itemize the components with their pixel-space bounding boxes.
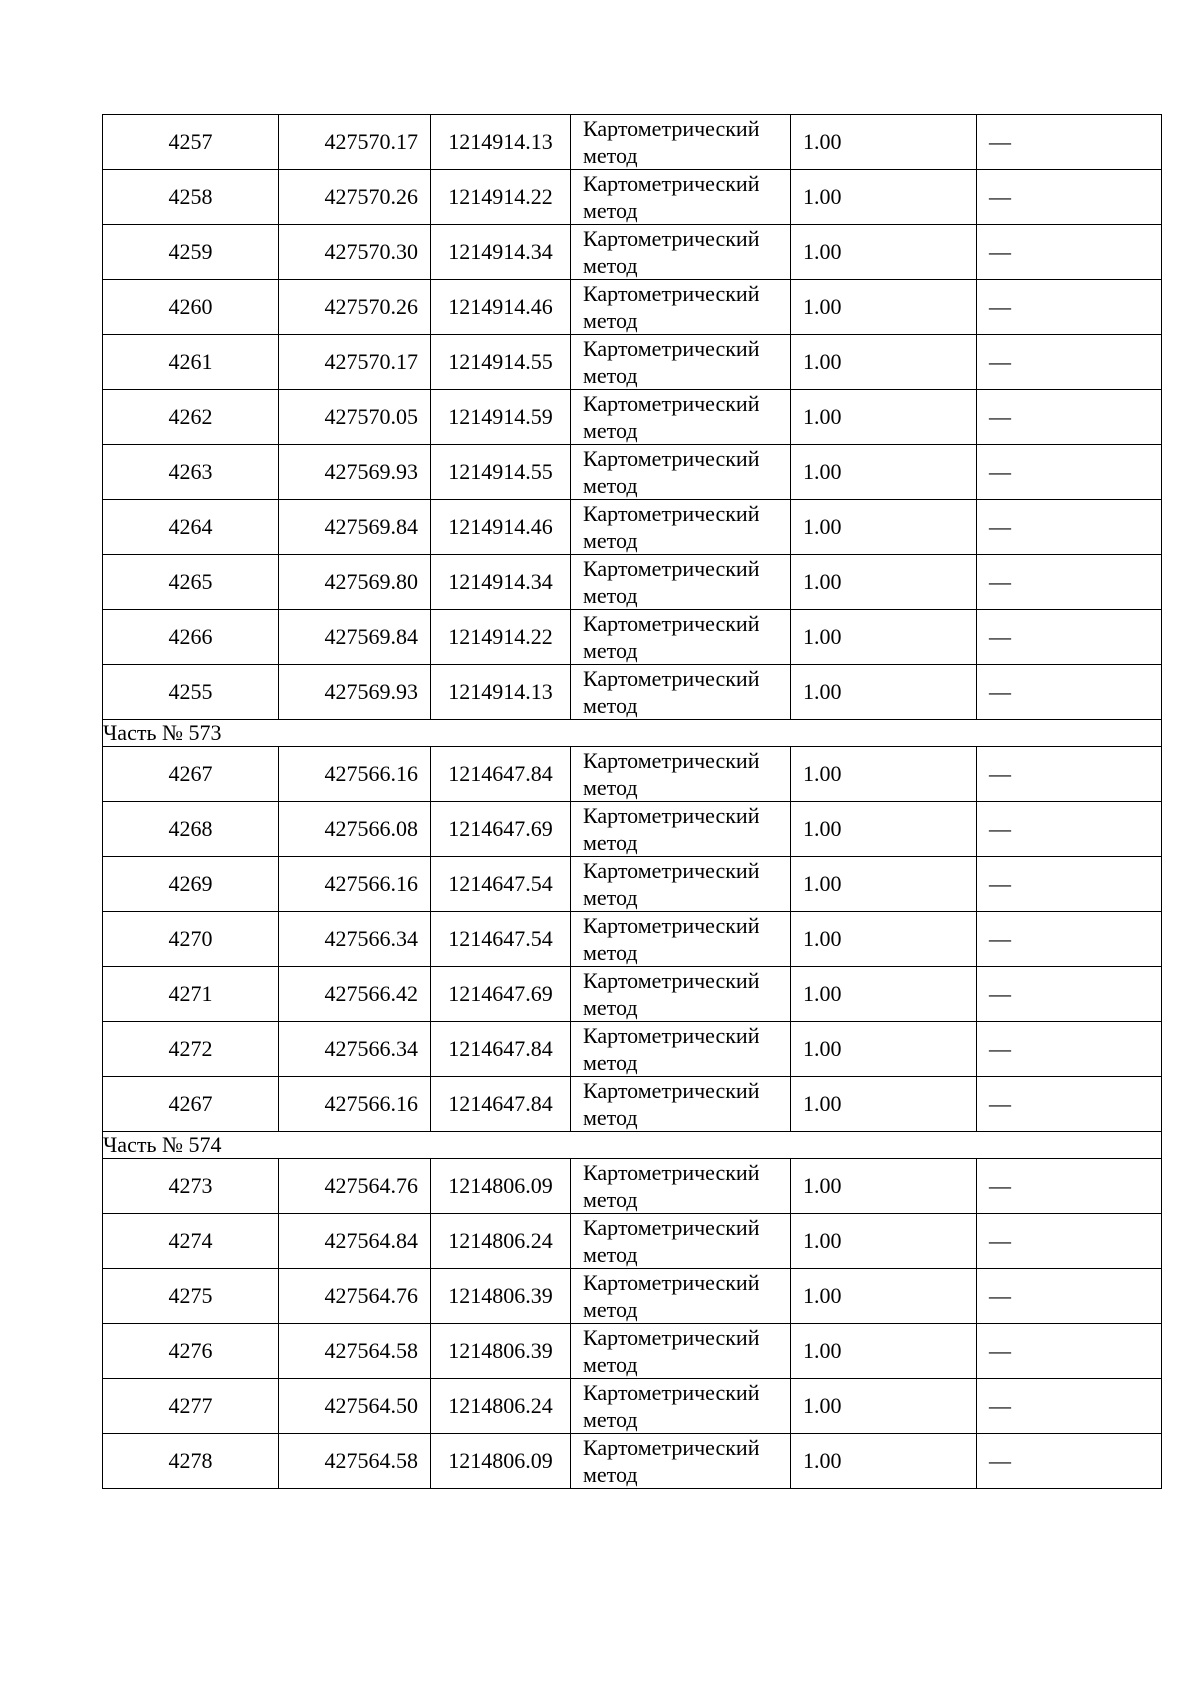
table-row — [103, 1434, 1162, 1489]
method-line: Картометрический — [583, 858, 760, 883]
method-line: Картометрический — [583, 1023, 760, 1048]
section-row — [103, 1132, 1162, 1159]
method-line: метод — [583, 198, 638, 223]
method-line: Картометрический — [583, 336, 760, 361]
point-number-cell: 4273 — [103, 1159, 279, 1214]
table-row — [103, 1159, 1162, 1214]
y-coordinate-cell: 1214806.24 — [431, 1379, 571, 1434]
method-line: Картометрический — [583, 116, 760, 141]
precision-cell: 1.00 — [791, 500, 977, 555]
method-line: Картометрический — [583, 171, 760, 196]
y-coordinate-cell: 1214914.46 — [431, 500, 571, 555]
point-number-cell: 4267 — [103, 1077, 279, 1132]
y-coordinate-cell: 1214914.13 — [431, 115, 571, 170]
method-cell — [571, 225, 791, 280]
method-line: Картометрический — [583, 611, 760, 636]
x-coordinate-cell: 427570.05 — [279, 390, 431, 445]
method-line: Картометрический — [583, 1270, 760, 1295]
description-cell: — — [977, 445, 1162, 500]
point-number-cell: 4258 — [103, 170, 279, 225]
table-row — [103, 445, 1162, 500]
y-coordinate-cell: 1214806.09 — [431, 1434, 571, 1489]
precision-cell: 1.00 — [791, 802, 977, 857]
point-number-cell: 4278 — [103, 1434, 279, 1489]
table-row — [103, 1379, 1162, 1434]
precision-cell: 1.00 — [791, 335, 977, 390]
precision-cell: 1.00 — [791, 1434, 977, 1489]
x-coordinate-cell: 427570.17 — [279, 115, 431, 170]
method-line: метод — [583, 1352, 638, 1377]
point-number-cell: 4264 — [103, 500, 279, 555]
method-cell — [571, 1077, 791, 1132]
method-line: Картометрический — [583, 968, 760, 993]
x-coordinate-cell: 427569.93 — [279, 665, 431, 720]
table-row — [103, 912, 1162, 967]
x-coordinate-cell: 427564.58 — [279, 1324, 431, 1379]
table-row — [103, 1214, 1162, 1269]
y-coordinate-cell: 1214806.24 — [431, 1214, 571, 1269]
table-row — [103, 747, 1162, 802]
method-line: метод — [583, 693, 638, 718]
table-row — [103, 665, 1162, 720]
description-cell: — — [977, 1022, 1162, 1077]
method-line: метод — [583, 1105, 638, 1130]
x-coordinate-cell: 427566.34 — [279, 1022, 431, 1077]
x-coordinate-cell: 427564.76 — [279, 1269, 431, 1324]
method-cell — [571, 857, 791, 912]
method-cell — [571, 665, 791, 720]
description-cell: — — [977, 665, 1162, 720]
method-line: Картометрический — [583, 1380, 760, 1405]
table-row — [103, 857, 1162, 912]
method-cell — [571, 967, 791, 1022]
description-cell: — — [977, 500, 1162, 555]
method-cell — [571, 1379, 791, 1434]
y-coordinate-cell: 1214914.59 — [431, 390, 571, 445]
description-cell: — — [977, 1077, 1162, 1132]
method-line: Картометрический — [583, 803, 760, 828]
method-cell — [571, 1159, 791, 1214]
precision-cell: 1.00 — [791, 1022, 977, 1077]
method-line: Картометрический — [583, 1435, 760, 1460]
table-row — [103, 280, 1162, 335]
y-coordinate-cell: 1214806.39 — [431, 1324, 571, 1379]
method-line: Картометрический — [583, 446, 760, 471]
method-line: метод — [583, 830, 638, 855]
precision-cell: 1.00 — [791, 912, 977, 967]
precision-cell: 1.00 — [791, 225, 977, 280]
precision-cell: 1.00 — [791, 1214, 977, 1269]
table-row — [103, 802, 1162, 857]
table-row — [103, 967, 1162, 1022]
x-coordinate-cell: 427566.08 — [279, 802, 431, 857]
x-coordinate-cell: 427570.30 — [279, 225, 431, 280]
y-coordinate-cell: 1214914.46 — [431, 280, 571, 335]
x-coordinate-cell: 427570.26 — [279, 170, 431, 225]
method-cell — [571, 610, 791, 665]
precision-cell: 1.00 — [791, 857, 977, 912]
point-number-cell: 4261 — [103, 335, 279, 390]
method-cell — [571, 1214, 791, 1269]
precision-cell: 1.00 — [791, 967, 977, 1022]
y-coordinate-cell: 1214806.39 — [431, 1269, 571, 1324]
y-coordinate-cell: 1214914.22 — [431, 170, 571, 225]
method-line: метод — [583, 638, 638, 663]
method-line: метод — [583, 940, 638, 965]
coordinates-table — [102, 114, 1162, 1489]
method-cell — [571, 1022, 791, 1077]
section-row — [103, 720, 1162, 747]
section-label: Часть № 573 — [103, 720, 1162, 747]
y-coordinate-cell: 1214914.34 — [431, 225, 571, 280]
table-row — [103, 555, 1162, 610]
point-number-cell: 4260 — [103, 280, 279, 335]
precision-cell: 1.00 — [791, 445, 977, 500]
x-coordinate-cell: 427570.17 — [279, 335, 431, 390]
point-number-cell: 4271 — [103, 967, 279, 1022]
method-line: Картометрический — [583, 913, 760, 938]
x-coordinate-cell: 427566.42 — [279, 967, 431, 1022]
precision-cell: 1.00 — [791, 1379, 977, 1434]
description-cell: — — [977, 967, 1162, 1022]
method-cell — [571, 555, 791, 610]
method-line: Картометрический — [583, 1215, 760, 1240]
description-cell: — — [977, 1269, 1162, 1324]
precision-cell: 1.00 — [791, 170, 977, 225]
method-line: метод — [583, 308, 638, 333]
precision-cell: 1.00 — [791, 747, 977, 802]
y-coordinate-cell: 1214914.55 — [431, 335, 571, 390]
table-row — [103, 1324, 1162, 1379]
method-line: метод — [583, 1407, 638, 1432]
method-line: Картометрический — [583, 281, 760, 306]
x-coordinate-cell: 427569.80 — [279, 555, 431, 610]
y-coordinate-cell: 1214647.54 — [431, 912, 571, 967]
table-row — [103, 500, 1162, 555]
method-line: Картометрический — [583, 1160, 760, 1185]
method-cell — [571, 1324, 791, 1379]
point-number-cell: 4257 — [103, 115, 279, 170]
y-coordinate-cell: 1214914.13 — [431, 665, 571, 720]
description-cell: — — [977, 912, 1162, 967]
point-number-cell: 4259 — [103, 225, 279, 280]
x-coordinate-cell: 427564.84 — [279, 1214, 431, 1269]
table-row — [103, 335, 1162, 390]
method-cell — [571, 802, 791, 857]
x-coordinate-cell: 427569.84 — [279, 610, 431, 665]
method-cell — [571, 1434, 791, 1489]
method-line: метод — [583, 143, 638, 168]
description-cell: — — [977, 225, 1162, 280]
method-cell — [571, 170, 791, 225]
table-row — [103, 610, 1162, 665]
x-coordinate-cell: 427566.16 — [279, 747, 431, 802]
description-cell: — — [977, 280, 1162, 335]
point-number-cell: 4269 — [103, 857, 279, 912]
method-line: метод — [583, 1050, 638, 1075]
description-cell: — — [977, 115, 1162, 170]
table-row — [103, 1269, 1162, 1324]
method-cell — [571, 912, 791, 967]
table-row — [103, 115, 1162, 170]
point-number-cell: 4270 — [103, 912, 279, 967]
method-cell — [571, 390, 791, 445]
precision-cell: 1.00 — [791, 1269, 977, 1324]
method-line: Картометрический — [583, 556, 760, 581]
y-coordinate-cell: 1214914.22 — [431, 610, 571, 665]
method-line: Картометрический — [583, 1078, 760, 1103]
method-line: метод — [583, 1462, 638, 1487]
point-number-cell: 4266 — [103, 610, 279, 665]
precision-cell: 1.00 — [791, 1324, 977, 1379]
table-body — [103, 115, 1162, 1489]
precision-cell: 1.00 — [791, 555, 977, 610]
point-number-cell: 4276 — [103, 1324, 279, 1379]
point-number-cell: 4262 — [103, 390, 279, 445]
x-coordinate-cell: 427569.93 — [279, 445, 431, 500]
description-cell: — — [977, 747, 1162, 802]
description-cell: — — [977, 1324, 1162, 1379]
method-cell — [571, 747, 791, 802]
point-number-cell: 4267 — [103, 747, 279, 802]
description-cell: — — [977, 857, 1162, 912]
x-coordinate-cell: 427570.26 — [279, 280, 431, 335]
method-line: метод — [583, 528, 638, 553]
precision-cell: 1.00 — [791, 1077, 977, 1132]
y-coordinate-cell: 1214647.54 — [431, 857, 571, 912]
y-coordinate-cell: 1214647.84 — [431, 1022, 571, 1077]
method-cell — [571, 500, 791, 555]
method-line: Картометрический — [583, 666, 760, 691]
description-cell: — — [977, 610, 1162, 665]
point-number-cell: 4277 — [103, 1379, 279, 1434]
point-number-cell: 4274 — [103, 1214, 279, 1269]
precision-cell: 1.00 — [791, 1159, 977, 1214]
method-cell — [571, 1269, 791, 1324]
method-cell — [571, 445, 791, 500]
method-line: метод — [583, 1187, 638, 1212]
method-line: метод — [583, 995, 638, 1020]
y-coordinate-cell: 1214647.84 — [431, 747, 571, 802]
description-cell: — — [977, 1214, 1162, 1269]
description-cell: — — [977, 390, 1162, 445]
method-line: Картометрический — [583, 226, 760, 251]
method-line: Картометрический — [583, 1325, 760, 1350]
y-coordinate-cell: 1214914.55 — [431, 445, 571, 500]
method-line: метод — [583, 1297, 638, 1322]
method-line: Картометрический — [583, 501, 760, 526]
point-number-cell: 4255 — [103, 665, 279, 720]
table-row — [103, 225, 1162, 280]
point-number-cell: 4263 — [103, 445, 279, 500]
table-row — [103, 390, 1162, 445]
method-line: метод — [583, 1242, 638, 1267]
description-cell: — — [977, 1159, 1162, 1214]
y-coordinate-cell: 1214647.84 — [431, 1077, 571, 1132]
description-cell: — — [977, 555, 1162, 610]
precision-cell: 1.00 — [791, 390, 977, 445]
description-cell: — — [977, 1434, 1162, 1489]
method-cell — [571, 115, 791, 170]
point-number-cell: 4272 — [103, 1022, 279, 1077]
method-line: метод — [583, 473, 638, 498]
method-line: метод — [583, 583, 638, 608]
table-row — [103, 1022, 1162, 1077]
precision-cell: 1.00 — [791, 665, 977, 720]
precision-cell: 1.00 — [791, 280, 977, 335]
x-coordinate-cell: 427566.16 — [279, 857, 431, 912]
point-number-cell: 4268 — [103, 802, 279, 857]
point-number-cell: 4265 — [103, 555, 279, 610]
description-cell: — — [977, 170, 1162, 225]
method-line: метод — [583, 363, 638, 388]
method-cell — [571, 280, 791, 335]
description-cell: — — [977, 335, 1162, 390]
method-line: Картометрический — [583, 748, 760, 773]
description-cell: — — [977, 1379, 1162, 1434]
x-coordinate-cell: 427564.58 — [279, 1434, 431, 1489]
table-row — [103, 170, 1162, 225]
x-coordinate-cell: 427564.76 — [279, 1159, 431, 1214]
x-coordinate-cell: 427569.84 — [279, 500, 431, 555]
method-line: метод — [583, 253, 638, 278]
description-cell: — — [977, 802, 1162, 857]
method-line: метод — [583, 775, 638, 800]
y-coordinate-cell: 1214806.09 — [431, 1159, 571, 1214]
y-coordinate-cell: 1214647.69 — [431, 967, 571, 1022]
x-coordinate-cell: 427564.50 — [279, 1379, 431, 1434]
y-coordinate-cell: 1214647.69 — [431, 802, 571, 857]
x-coordinate-cell: 427566.34 — [279, 912, 431, 967]
x-coordinate-cell: 427566.16 — [279, 1077, 431, 1132]
method-line: Картометрический — [583, 391, 760, 416]
method-cell — [571, 335, 791, 390]
section-label: Часть № 574 — [103, 1132, 1162, 1159]
precision-cell: 1.00 — [791, 115, 977, 170]
method-line: метод — [583, 885, 638, 910]
precision-cell: 1.00 — [791, 610, 977, 665]
point-number-cell: 4275 — [103, 1269, 279, 1324]
table-row — [103, 1077, 1162, 1132]
y-coordinate-cell: 1214914.34 — [431, 555, 571, 610]
method-line: метод — [583, 418, 638, 443]
